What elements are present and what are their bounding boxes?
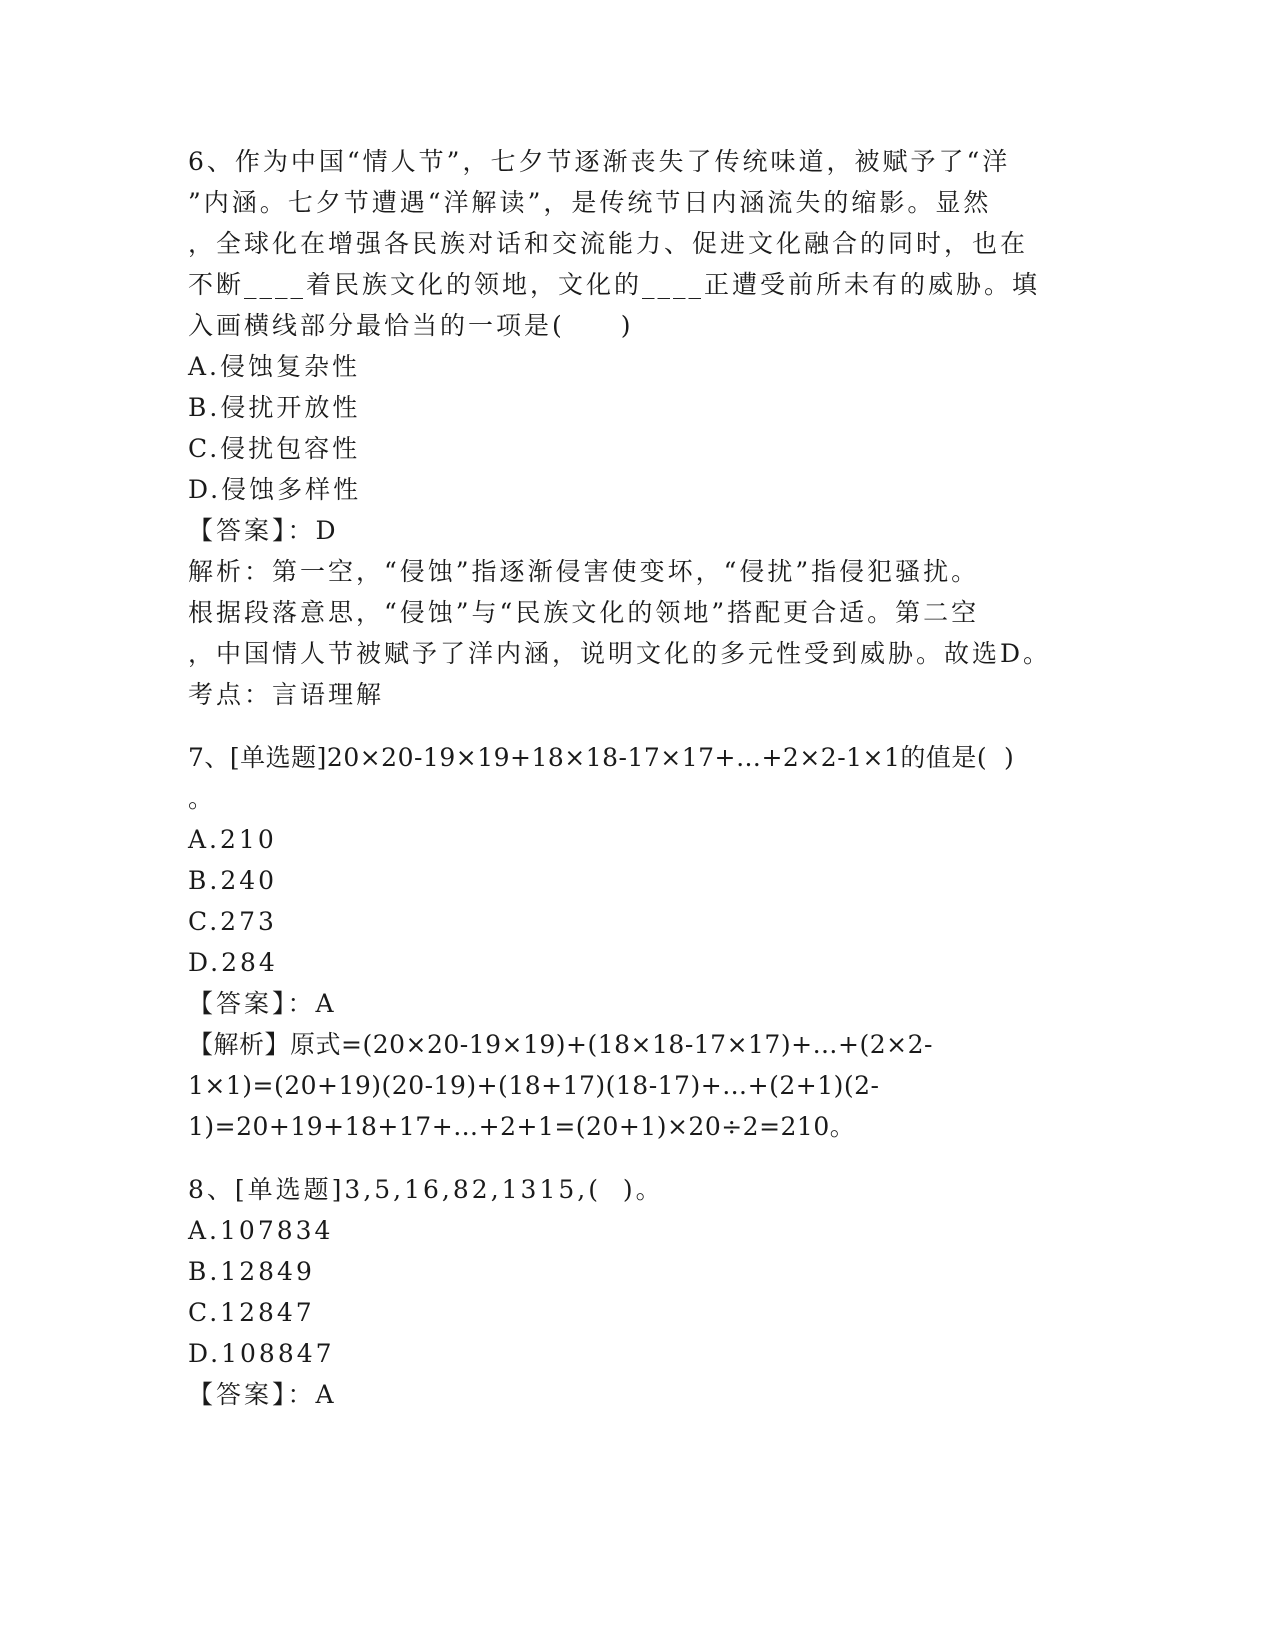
question-7-answer: 【答案】：A	[188, 989, 337, 1018]
question-6-option-b: B.侵扰开放性	[188, 393, 361, 422]
question-8-option-d: D.108847	[188, 1339, 335, 1368]
question-7-analysis-line-1: 【解析】原式=(20×20-19×19)+(18×18-17×17)+…+(2×2-	[188, 1030, 933, 1059]
question-6-option-d: D.侵蚀多样性	[188, 475, 362, 504]
question-6-stem-line-1: 6、作为中国“情人节”，七夕节逐渐丧失了传统味道，被赋予了“洋	[188, 147, 1011, 176]
question-6-analysis-line-1: 解析：第一空，“侵蚀”指逐渐侵害使变坏，“侵扰”指侵犯骚扰。	[188, 557, 980, 586]
question-7-analysis-line-3: 1)=20+19+18+17+…+2+1=(20+1)×20÷2=210。	[188, 1112, 856, 1141]
question-6-analysis-line-2: 根据段落意思，“侵蚀”与“民族文化的领地”搭配更合适。第二空	[188, 598, 980, 627]
question-7-option-a: A.210	[188, 825, 277, 854]
question-7-option-b: B.240	[188, 866, 278, 895]
question-6-stem-line-4: 不断____着民族文化的领地，文化的____正遭受前所未有的威胁。填	[188, 270, 1041, 299]
question-6-answer: 【答案】：D	[188, 516, 339, 545]
question-7-stem-line-1: 7、[单选题]20×20-19×19+18×18-17×17+…+2×2-1×1的值是( )	[188, 743, 1015, 772]
question-6-option-c: C.侵扰包容性	[188, 434, 361, 463]
question-6-option-a: A.侵蚀复杂性	[188, 352, 361, 381]
question-7-option-d: D.284	[188, 948, 278, 977]
question-7-stem-line-2: 。	[188, 784, 217, 813]
question-7-option-c: C.273	[188, 907, 277, 936]
question-6-stem-line-2: ”内涵。七夕节遭遇“洋解读”，是传统节日内涵流失的缩影。显然	[188, 188, 992, 217]
question-8-stem-line-1: 8、[单选题]3,5,16,82,1315,( )。	[188, 1175, 664, 1204]
question-6-analysis-line-4: 考点：言语理解	[188, 680, 385, 709]
question-7-analysis-line-2: 1×1)=(20+19)(20-19)+(18+17)(18-17)+…+(2+1)(2-	[188, 1071, 880, 1100]
question-8-answer: 【答案】：A	[188, 1380, 337, 1409]
question-8-option-a: A.107834	[188, 1216, 334, 1245]
question-8-option-b: B.12849	[188, 1257, 315, 1286]
question-8-option-c: C.12847	[188, 1298, 315, 1327]
question-6-stem-line-3: ，全球化在增强各民族对话和交流能力、促进文化融合的同时，也在	[188, 229, 1029, 258]
question-6-analysis-line-3: ，中国情人节被赋予了洋内涵，说明文化的多元性受到威胁。故选D。	[188, 639, 1052, 668]
question-6-stem-line-5: 入画横线部分最恰当的一项是( )	[188, 311, 634, 340]
